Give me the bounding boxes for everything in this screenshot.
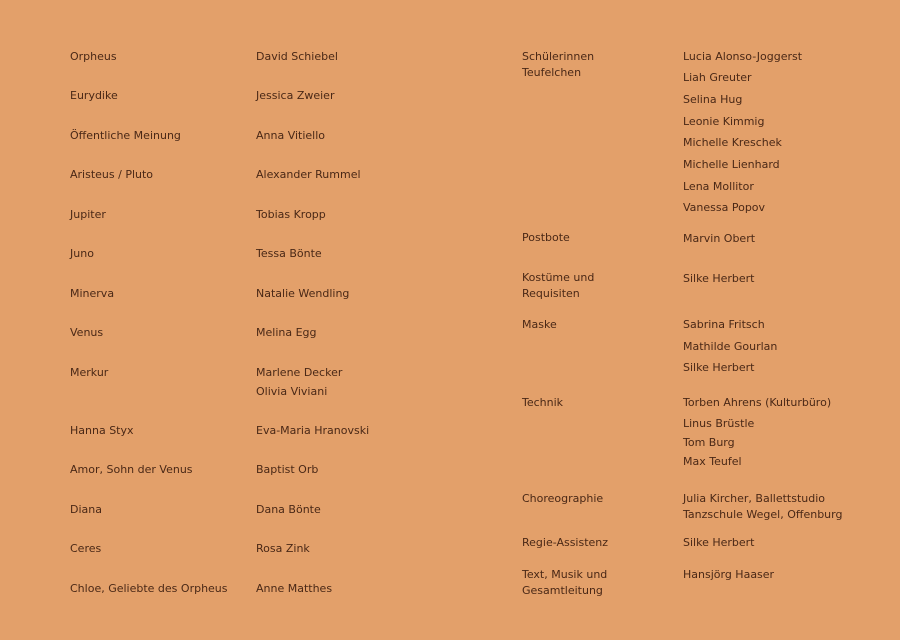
performer-name: Hansjörg Haaser bbox=[683, 568, 775, 581]
performer-name: Jessica Zweier bbox=[256, 89, 335, 102]
role-label: Jupiter bbox=[70, 208, 106, 221]
performer-name: Lena Mollitor bbox=[683, 180, 754, 193]
performer-name: Marvin Obert bbox=[683, 232, 756, 245]
performer-name: Selina Hug bbox=[683, 93, 743, 106]
role-label: Chloe, Geliebte des Orpheus bbox=[70, 582, 228, 595]
performer-name: Vanessa Popov bbox=[683, 201, 766, 214]
role-label: Regie-Assistenz bbox=[522, 536, 609, 549]
performer-name: Melina Egg bbox=[256, 326, 317, 339]
role-label: Juno bbox=[70, 247, 94, 260]
performer-name: Dana Bönte bbox=[256, 503, 321, 516]
role-label: Hanna Styx bbox=[70, 424, 134, 437]
performer-name: Marlene Decker bbox=[256, 366, 343, 379]
performer-name: Tessa Bönte bbox=[256, 247, 322, 260]
performer-name: Alexander Rummel bbox=[256, 168, 361, 181]
role-label: Eurydike bbox=[70, 89, 118, 102]
performer-name: Max Teufel bbox=[683, 455, 742, 468]
role-label: Text, Musik und bbox=[522, 568, 608, 581]
role-label: Postbote bbox=[522, 231, 570, 244]
performer-name: Rosa Zink bbox=[256, 542, 310, 555]
performer-name: Linus Brüstle bbox=[683, 417, 755, 430]
performer-name: Julia Kircher, Ballettstudio bbox=[683, 492, 825, 505]
performer-name: Liah Greuter bbox=[683, 71, 752, 84]
performer-name: Michelle Lienhard bbox=[683, 158, 780, 171]
role-label: Teufelchen bbox=[522, 66, 582, 79]
performer-name: Sabrina Fritsch bbox=[683, 318, 765, 331]
role-label: Amor, Sohn der Venus bbox=[70, 463, 193, 476]
performer-name: Lucia Alonso-Joggerst bbox=[683, 50, 803, 63]
performer-name: Tom Burg bbox=[683, 436, 735, 449]
performer-name: Silke Herbert bbox=[683, 361, 755, 374]
performer-name: Tanzschule Wegel, Offenburg bbox=[683, 508, 843, 521]
role-label: Requisiten bbox=[522, 287, 580, 300]
role-label: Schülerinnen bbox=[522, 50, 595, 63]
performer-name: Silke Herbert bbox=[683, 536, 755, 549]
role-label: Technik bbox=[522, 396, 564, 409]
role-label: Ceres bbox=[70, 542, 102, 555]
role-label: Orpheus bbox=[70, 50, 117, 63]
performer-name: Silke Herbert bbox=[683, 272, 755, 285]
performer-name: Michelle Kreschek bbox=[683, 136, 782, 149]
performer-name: Olivia Viviani bbox=[256, 385, 328, 398]
role-label: Kostüme und bbox=[522, 271, 595, 284]
performer-name: Eva-Maria Hranovski bbox=[256, 424, 370, 437]
performer-name: David Schiebel bbox=[256, 50, 338, 63]
performer-name: Tobias Kropp bbox=[256, 208, 326, 221]
performer-name: Anna Vitiello bbox=[256, 129, 326, 142]
performer-name: Anne Matthes bbox=[256, 582, 333, 595]
role-label: Aristeus / Pluto bbox=[70, 168, 154, 181]
role-label: Diana bbox=[70, 503, 102, 516]
performer-name: Natalie Wendling bbox=[256, 287, 350, 300]
role-label: Öffentliche Meinung bbox=[70, 129, 181, 142]
performer-name: Mathilde Gourlan bbox=[683, 340, 778, 353]
role-label: Choreographie bbox=[522, 492, 604, 505]
role-label: Maske bbox=[522, 318, 557, 331]
role-label: Gesamtleitung bbox=[522, 584, 603, 597]
role-label: Minerva bbox=[70, 287, 115, 300]
role-label: Merkur bbox=[70, 366, 109, 379]
role-label: Venus bbox=[70, 326, 104, 339]
performer-name: Torben Ahrens (Kulturbüro) bbox=[683, 396, 832, 409]
performer-name: Baptist Orb bbox=[256, 463, 319, 476]
performer-name: Leonie Kimmig bbox=[683, 115, 765, 128]
